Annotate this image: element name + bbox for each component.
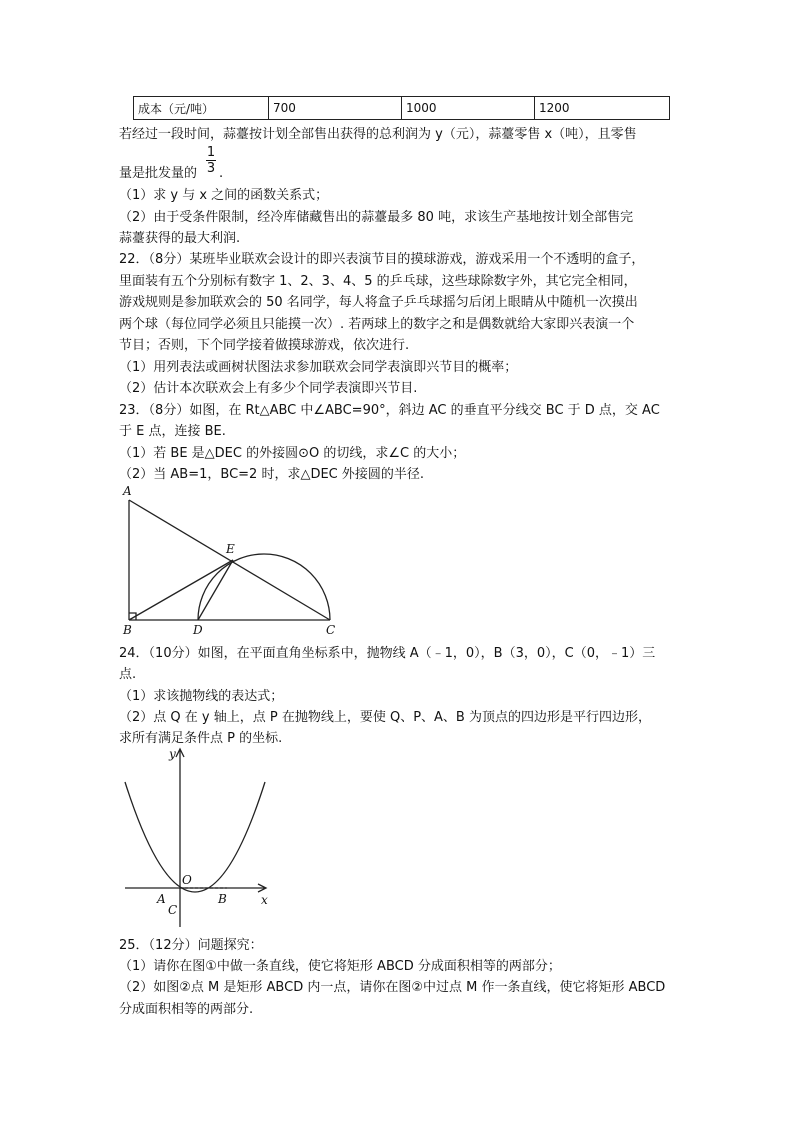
q24-sub1: （1）求该抛物线的表达式； bbox=[119, 689, 284, 704]
label-d: D bbox=[193, 623, 203, 637]
q23-line2: 于 E 点，连接 BE. bbox=[119, 424, 226, 439]
cost-table bbox=[133, 96, 670, 120]
table-cell: 1000 bbox=[402, 97, 535, 120]
q22-line2: 里面装有五个分别标有数字 1、2、3、4、5 的乒乓球，这些球除数字外，其它完全相同， bbox=[119, 274, 637, 289]
q23-sub2: （2）当 AB=1，BC=2 时，求△DEC 外接圆的半径. bbox=[119, 467, 425, 482]
q25-sub2-line2: 分成面积相等的两部分. bbox=[119, 1002, 254, 1017]
q25-sub1: （1）请你在图①中做一条直线，使它将矩形 ABCD 分成面积相等的两部分； bbox=[119, 959, 561, 974]
q21-sub1: （1）求 y 与 x 之间的函数关系式； bbox=[119, 188, 329, 203]
label-y: y bbox=[169, 747, 176, 761]
q21-sub2-line1: （2）由于受条件限制，经冷库储藏售出的蒜薹最多 80 吨，求该生产基地按计划全部售完 bbox=[119, 210, 634, 225]
triangle-figure bbox=[115, 480, 345, 640]
label-c: C bbox=[326, 623, 336, 637]
label-o: O bbox=[182, 873, 192, 887]
label-a: A bbox=[123, 484, 132, 498]
segment-be bbox=[129, 560, 233, 620]
q25-line1: 25．（12分）问题探究： bbox=[119, 938, 263, 953]
fraction-numerator: 1 bbox=[206, 145, 216, 160]
q22-line1: 22．（8分）某班毕业联欢会设计的即兴表演节目的摸球游戏，游戏采用一个不透明的盒子， bbox=[119, 252, 645, 267]
q22-sub1: （1）用列表法或画树状图法求参加联欢会同学表演即兴节目的概率； bbox=[119, 360, 518, 375]
label-a: A bbox=[157, 892, 166, 906]
parabola-figure bbox=[115, 742, 280, 932]
label-b: B bbox=[218, 892, 227, 906]
q21-line2-post: . bbox=[219, 166, 224, 181]
fraction-denominator: 3 bbox=[206, 161, 216, 176]
q22-sub2: （2）估计本次联欢会上有多少个同学表演即兴节目. bbox=[119, 381, 418, 396]
q22-line3: 游戏规则是参加联欢会的 50 名同学，每人将盒子乒乓球摇匀后闭上眼睛从中随机一次摸出 bbox=[119, 295, 638, 310]
table-cell: 成本（元/吨） bbox=[134, 97, 269, 120]
q24-line1: 24．（10分）如图，在平面直角坐标系中，抛物线 A（﹣1，0），B（3，0），C（0，﹣1）三 bbox=[119, 646, 656, 661]
segment-de bbox=[198, 560, 233, 620]
q22-line5: 节目；否则，下个同学接着做摸球游戏，依次进行. bbox=[119, 338, 410, 353]
label-x: x bbox=[261, 893, 268, 907]
parabola-curve bbox=[125, 782, 265, 892]
q23-sub1: （1）若 BE 是△DEC 的外接圆⊙O 的切线，求∠C 的大小； bbox=[119, 446, 466, 461]
q22-line4: 两个球（每位同学必须且只能摸一次）. 若两球上的数字之和是偶数就给大家即兴表演一个 bbox=[119, 317, 635, 332]
table-row bbox=[134, 97, 670, 120]
q24-line2: 点. bbox=[119, 667, 137, 682]
q21-line2 bbox=[119, 165, 223, 183]
table-cell: 700 bbox=[269, 97, 402, 120]
label-c: C bbox=[168, 903, 178, 917]
q21-line2-pre: 量是批发量的 bbox=[119, 166, 198, 181]
table-cell: 1200 bbox=[535, 97, 670, 120]
label-e: E bbox=[226, 542, 235, 556]
q21-sub2-line2: 蒜薹获得的最大利润. bbox=[119, 231, 241, 246]
q23-line1: 23．（8分）如图，在 Rt△ABC 中∠ABC=90°，斜边 AC 的垂直平分线交 BC 于 D 点，交 AC bbox=[119, 403, 660, 418]
q24-sub2-line2: 求所有满足条件点 P 的坐标. bbox=[119, 731, 283, 746]
q21-line1: 若经过一段时间，蒜薹按计划全部售出获得的总利润为 y（元），蒜薹零售 x（吨），且零售 bbox=[119, 127, 637, 142]
q25-sub2-line1: （2）如图②点 M 是矩形 ABCD 内一点，请你在图②中过点 M 作一条直线，使它将矩形 ABCD bbox=[119, 980, 666, 995]
label-b: B bbox=[123, 623, 132, 637]
q24-sub2-line1: （2）点 Q 在 y 轴上，点 P 在抛物线上，要使 Q、P、A、B 为顶点的四边形是平行四边形， bbox=[119, 710, 651, 725]
